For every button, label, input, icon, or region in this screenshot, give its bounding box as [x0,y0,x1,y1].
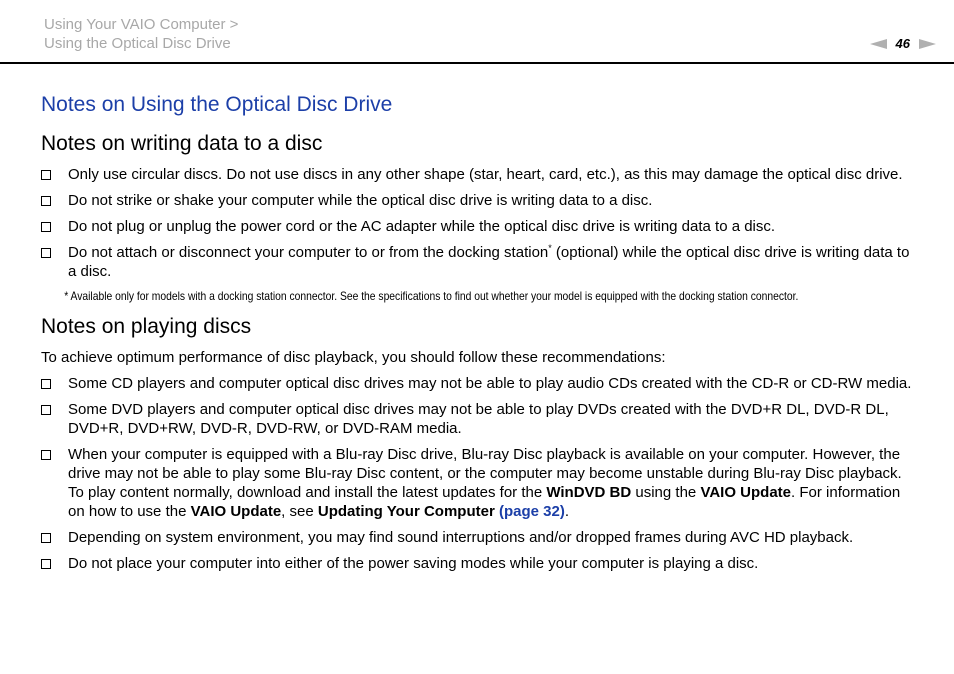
list-item-text: (optional) while the optical disc drive is writing data to a disc. [68,244,910,280]
checkbox-bullet-icon [41,379,51,389]
windvd-bd-term: WinDVD BD [546,484,632,501]
checkbox-bullet-icon [41,405,51,415]
list-item-text: . For information on how to use the [68,484,901,520]
list-item-text: . [564,503,570,520]
checkbox-bullet-icon [41,533,51,543]
page-32-link[interactable]: (page 32) [498,503,565,520]
list-item [41,374,913,393]
list-item [41,528,913,547]
list-item [41,217,913,236]
checkbox-bullet-icon [41,559,51,569]
page-number: 46 [895,36,910,51]
list-item [41,191,913,210]
vaio-update-term: VAIO Update [700,484,792,501]
list-item-text: When your computer is equipped with a Blu-ray Disc drive, Blu-ray Disc playback is available on your computer. However, the drive may not be able to play some Blu-ray Disc content, or the computer may become unstable during Blu-ray Disc playback. To play content normally, download and install the latest updates for the [68,446,902,501]
list-item-text: Only use circular discs. Do not use discs in any other shape (star, heart, card, etc.), as this may damage the optical disc drive. [68,166,903,183]
footnote: * Available only for models with a docking station connector. See the specifications to find out whether your model is equipped with the docking station connector. [64,289,799,303]
list-item [41,165,913,184]
breadcrumb-parent[interactable]: Using Your VAIO Computer > [44,16,239,33]
previous-page-arrow-icon[interactable] [870,39,887,49]
checkbox-bullet-icon [41,196,51,206]
writing-notes-list [41,165,913,281]
playing-heading: Notes on playing discs [41,315,252,338]
list-item-text: , see [281,503,318,520]
playing-intro: To achieve optimum performance of disc playback, you should follow these recommendations: [41,349,666,366]
updating-your-computer-term: Updating Your Computer [317,503,495,520]
checkbox-bullet-icon [41,222,51,232]
list-item-text: using the [631,484,701,501]
section-title: Notes on Using the Optical Disc Drive [41,93,393,116]
list-item-text: Do not attach or disconnect your computer to or from the docking station [68,244,549,261]
list-item-text: Some CD players and computer optical disc drives may not be able to play audio CDs created with the CD-R or CD-RW media. [68,375,912,392]
next-page-arrow-icon[interactable] [919,39,936,49]
checkbox-bullet-icon [41,248,51,258]
list-item-text: Do not place your computer into either of the power saving modes while your computer is playing a disc. [68,555,759,572]
list-item-text: Do not plug or unplug the power cord or the AC adapter while the optical disc drive is writing data to a disc. [68,218,776,235]
list-item [41,445,913,521]
list-item [41,400,913,438]
list-item [41,554,913,573]
footnote-marker: * [548,243,552,253]
vaio-update-term: VAIO Update [190,503,282,520]
checkbox-bullet-icon [41,170,51,180]
writing-heading: Notes on writing data to a disc [41,132,323,155]
playing-notes-list [41,374,913,573]
checkbox-bullet-icon [41,450,51,460]
page-header [0,0,954,64]
list-item-text: Some DVD players and computer optical disc drives may not be able to play DVDs created with the DVD+R DL, DVD-R DL, DVD+R, DVD+RW, DVD-R, DVD-RW, or DVD-RAM media. [68,401,889,437]
list-item-text: Do not strike or shake your computer while the optical disc drive is writing data to a disc. [68,192,653,209]
list-item-text: Depending on system environment, you may find sound interruptions and/or dropped frames during AVC HD playback. [68,529,854,546]
page-navigation [870,36,936,52]
page-content [41,92,913,580]
list-item [41,243,913,281]
breadcrumb-current[interactable]: Using the Optical Disc Drive [44,35,231,52]
